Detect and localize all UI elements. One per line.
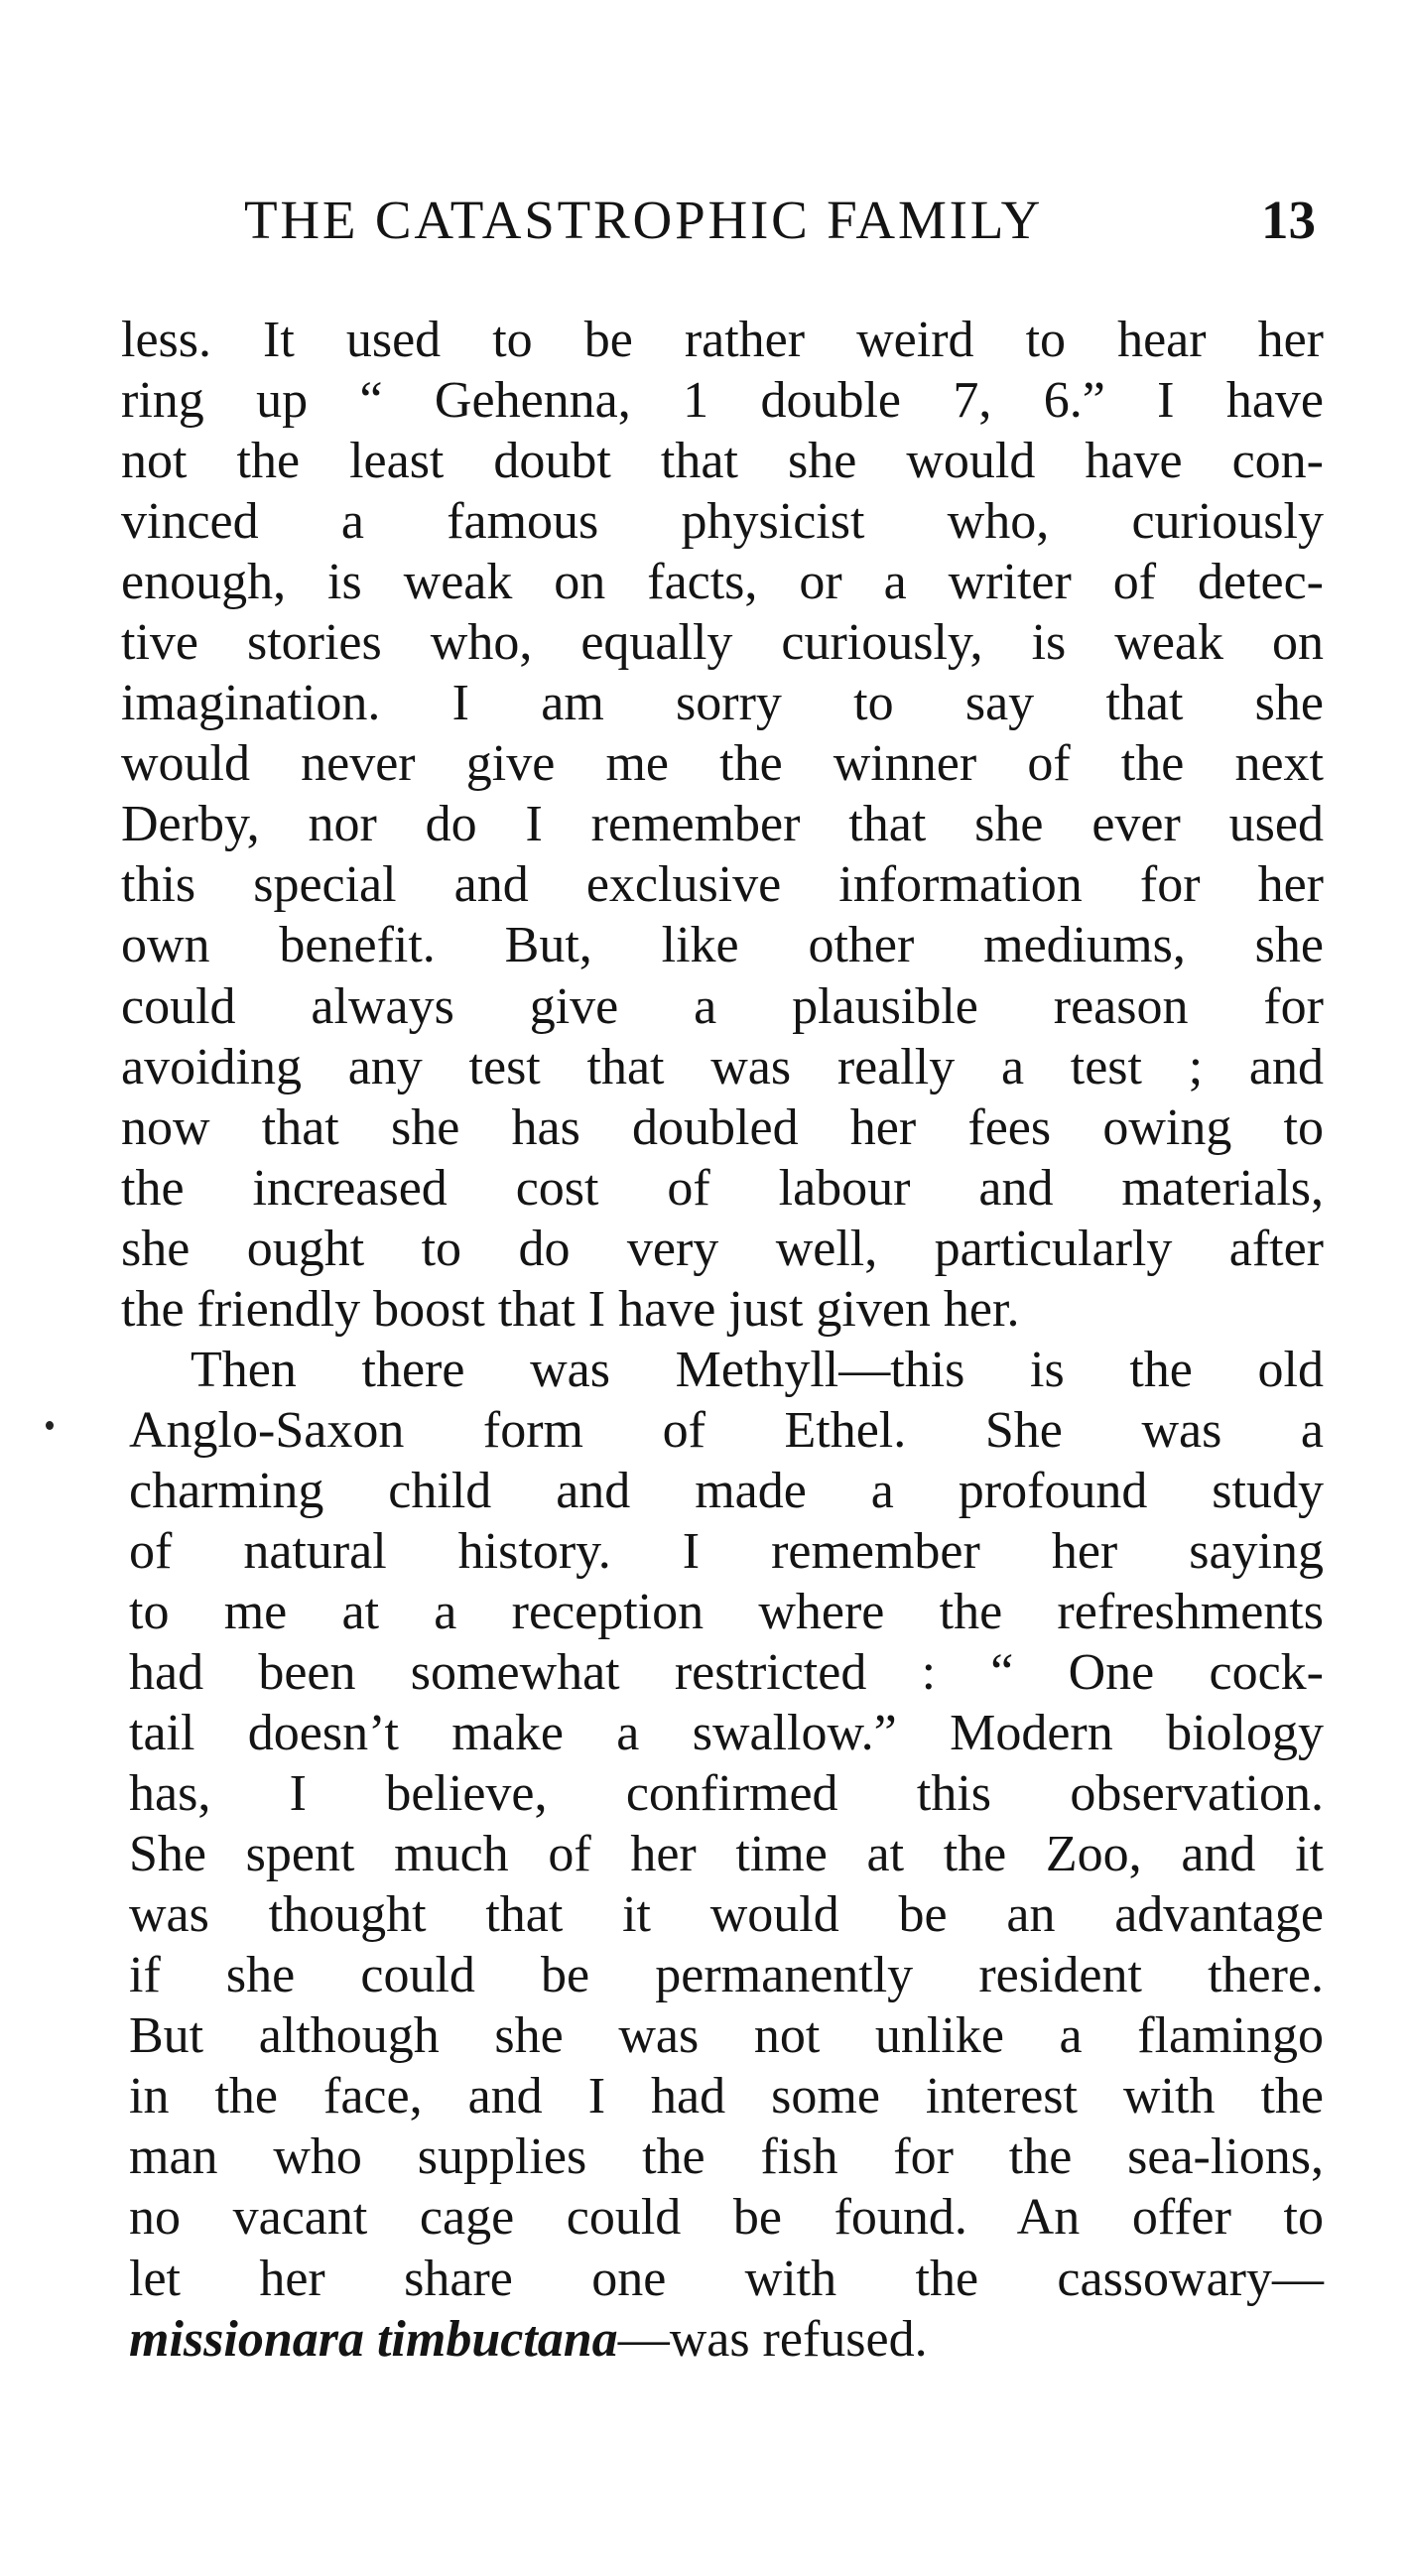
- final-line: [121, 2309, 1324, 2370]
- body-text: [121, 310, 1324, 2370]
- paragraph-2: [121, 1340, 1324, 2370]
- text-line: enough, is weak on facts, or a writer of detec-: [121, 554, 1324, 611]
- text-line: less. It used to be rather weird to hear her: [121, 312, 1324, 368]
- text-line: Derby, nor do I remember that she ever used: [121, 796, 1324, 853]
- text-line: charming child and made a profound study: [129, 1462, 1324, 1519]
- text-line: was thought that it would be an advantage: [129, 1886, 1324, 1944]
- text-line: vinced a famous physicist who, curiously: [121, 493, 1324, 551]
- text-line: She spent much of her time at the Zoo, and it: [129, 1826, 1324, 1883]
- italic-species-name: missionara timbuctana: [129, 2310, 618, 2368]
- text-line: tive stories who, equally curiously, is weak on: [121, 614, 1324, 672]
- text-line: the increased cost of labour and materials,: [121, 1159, 1324, 1217]
- text-line: imagination. I am sorry to say that she: [121, 675, 1324, 732]
- text-line: the friendly boost that I have just given her.: [121, 1280, 1020, 1338]
- text-line: own benefit. But, like other mediums, she: [121, 917, 1324, 974]
- text-line: had been somewhat restricted : “ One cock-: [129, 1644, 1324, 1702]
- page-number: 13: [1261, 190, 1316, 250]
- text-line: man who supplies the fish for the sea-lions,: [129, 2128, 1324, 2186]
- text-line: let her share one with the cassowary—: [129, 2250, 1324, 2307]
- paragraph-1: [121, 310, 1324, 1340]
- text-line: Then there was Methyll—this is the old: [191, 1341, 1324, 1398]
- text-line: of natural history. I remember her saying: [129, 1522, 1324, 1580]
- running-head: THE CATASTROPHIC FAMILY: [244, 190, 1044, 250]
- text-line: not the least doubt that she would have con-: [121, 433, 1324, 490]
- text-line: would never give me the winner of the next: [121, 735, 1324, 793]
- text-line: no vacant cage could be found. An offer to: [129, 2189, 1324, 2247]
- page-header: [244, 181, 1316, 260]
- text-line: could always give a plausible reason for: [121, 977, 1324, 1035]
- text-line: tail doesn’t make a swallow.” Modern biology: [129, 1705, 1324, 1762]
- text-line: this special and exclusive information for her: [121, 856, 1324, 914]
- text-line: Anglo-Saxon form of Ethel. She was a: [129, 1401, 1324, 1459]
- text-line: to me at a reception where the refreshments: [129, 1583, 1324, 1640]
- final-line-rest: —was refused.: [617, 2310, 928, 2368]
- text-line: But although she was not unlike a flamingo: [129, 2007, 1324, 2065]
- text-line: ring up “ Gehenna, 1 double 7, 6.” I have: [121, 372, 1324, 430]
- margin-dot: [46, 1421, 54, 1430]
- text-line: in the face, and I had some interest with the: [129, 2068, 1324, 2125]
- text-line: has, I believe, confirmed this observation.: [129, 1765, 1324, 1823]
- text-line: avoiding any test that was really a test ; and: [121, 1038, 1324, 1095]
- text-line: now that she has doubled her fees owing to: [121, 1098, 1324, 1156]
- text-line: she ought to do very well, particularly after: [121, 1220, 1324, 1277]
- text-line: if she could be permanently resident there.: [129, 1947, 1324, 2004]
